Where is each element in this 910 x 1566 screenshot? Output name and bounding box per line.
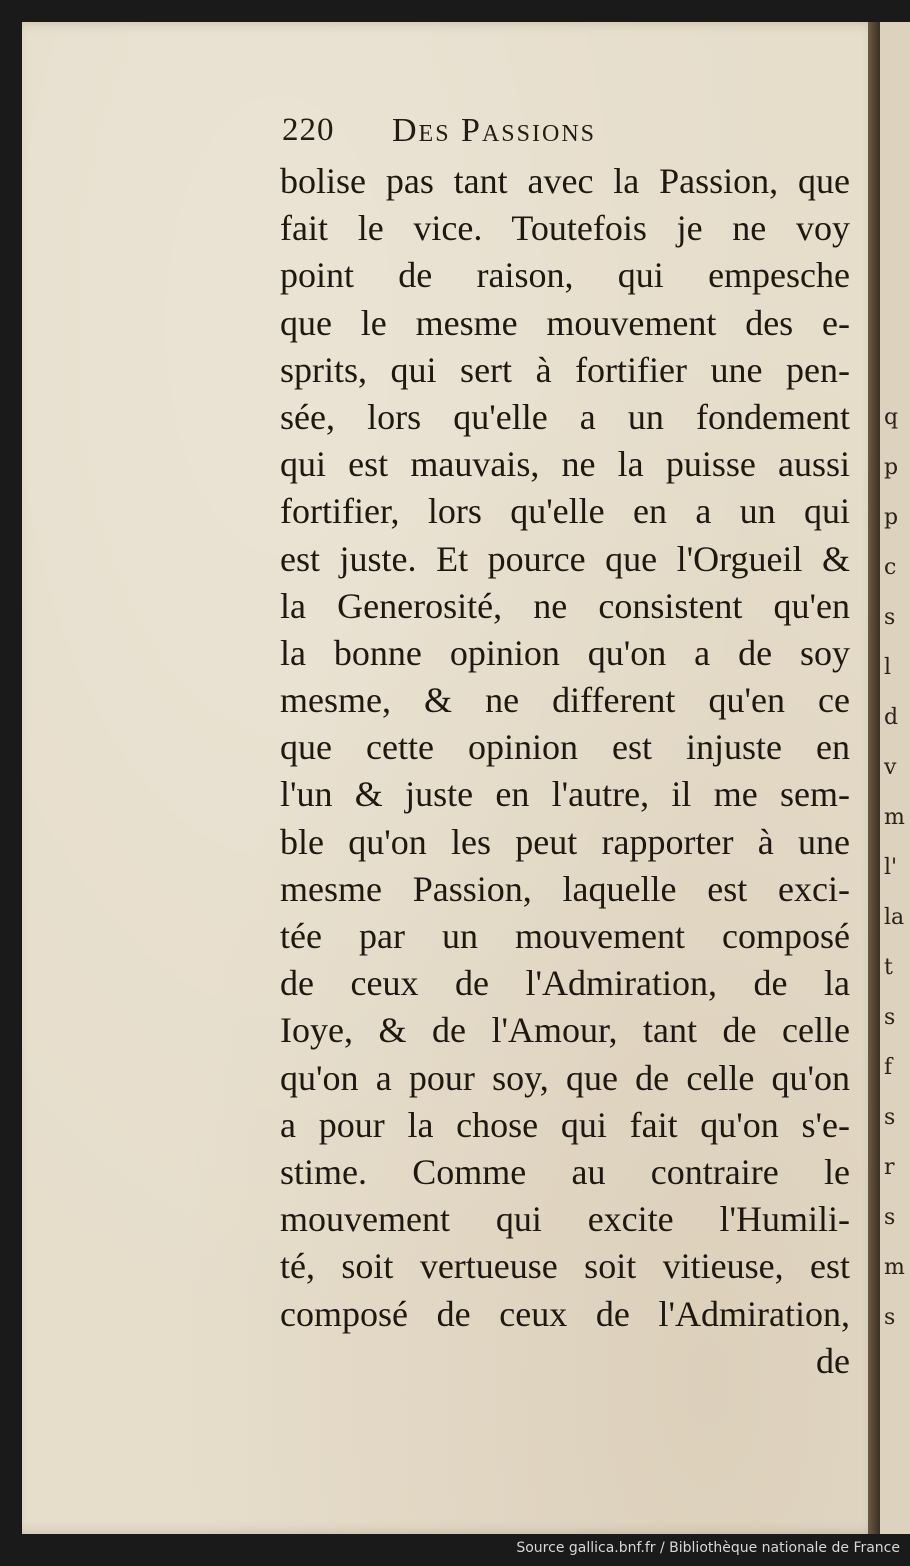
facing-page-fragment: la (884, 905, 905, 930)
facing-page-fragment: p (884, 505, 899, 530)
text-line: de ceux de l'Admiration, de la (280, 963, 850, 1004)
text-line: sprits, qui sert à fortifier une pen- (280, 349, 850, 390)
facing-page-fragment: f (884, 1055, 893, 1080)
text-line: qu'on a pour soy, que de celle qu'on (280, 1057, 850, 1098)
catchword: de (816, 1340, 850, 1381)
facing-page-fragment: v (884, 755, 897, 780)
facing-page-edge (880, 22, 910, 1534)
text-line: stime. Comme au contraire le (280, 1151, 850, 1192)
text-line: té, soit vertueuse soit vitieuse, est (280, 1246, 850, 1287)
page-header (282, 112, 842, 152)
facing-page-fragment: q (884, 405, 899, 430)
text-line: l'un & juste en l'autre, il me sem- (280, 774, 850, 815)
text-line: point de raison, qui empesche (280, 255, 850, 296)
facing-page-fragment: l' (884, 855, 898, 880)
facing-page-fragment: t (884, 955, 893, 980)
page-number: 220 (282, 112, 335, 148)
text-line: qui est mauvais, ne la puisse aussi (280, 444, 850, 485)
text-line: Ioye, & de l'Amour, tant de celle (280, 1010, 850, 1051)
facing-page-fragment: m (884, 805, 905, 830)
book-spine (868, 22, 880, 1534)
facing-page-fragment: c (884, 555, 897, 580)
source-credit: Source gallica.bnf.fr / Bibliothèque nationale de France (516, 1540, 900, 1556)
facing-page-fragment: l (884, 655, 892, 680)
text-line: mesme, & ne different qu'en ce (280, 680, 850, 721)
facing-page-fragment: s (884, 1005, 896, 1030)
text-line: mouvement qui excite l'Humili- (280, 1199, 850, 1240)
text-line: tée par un mouvement composé (280, 916, 850, 956)
text-line: fortifier, lors qu'elle en a un qui (280, 491, 850, 532)
facing-page-fragment: p (884, 455, 899, 480)
text-line: mesme Passion, laquelle est exci- (280, 868, 850, 909)
facing-page-fragment: s (884, 1105, 896, 1130)
facing-page-fragment: d (884, 705, 899, 730)
text-line: composé de ceux de l'Admiration, (280, 1293, 850, 1334)
facing-page-fragment: s (884, 605, 896, 630)
text-line: est juste. Et pource que l'Orgueil & (280, 538, 850, 579)
facing-page-fragment: s (884, 1305, 896, 1330)
body-text (280, 158, 850, 1385)
text-line: ble qu'on les peut rapporter à une (280, 821, 850, 862)
text-line: bolise pas tant avec la Passion, que (280, 161, 850, 201)
facing-page-fragment: m (884, 1255, 905, 1280)
text-line: la bonne opinion qu'on a de soy (280, 632, 850, 673)
text-line: que le mesme mouvement des e- (280, 302, 850, 343)
facing-page-fragment: r (884, 1155, 895, 1180)
text-line: fait le vice. Toutefois je ne voy (280, 208, 850, 249)
text-line: a pour la chose qui fait qu'on s'e- (280, 1104, 850, 1145)
text-line: que cette opinion est injuste en (280, 727, 850, 768)
facing-page-fragment: s (884, 1205, 896, 1230)
text-line: sée, lors qu'elle a un fondement (280, 396, 850, 437)
text-line: la Generosité, ne consistent qu'en (280, 585, 850, 626)
running-head: Des Passions (392, 112, 597, 149)
